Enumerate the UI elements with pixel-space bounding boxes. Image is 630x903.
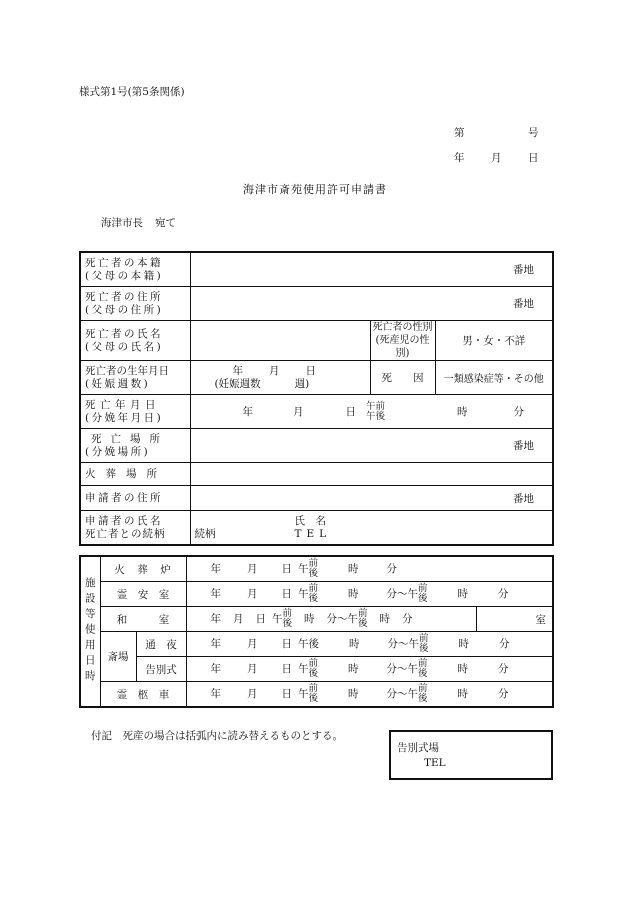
label-tsuya: 通 夜 (136, 632, 186, 657)
tel-label: TEL (294, 527, 332, 540)
row-name (80, 321, 553, 361)
label-sex: 死亡者の性別 (死産児の性別) (370, 321, 435, 361)
field-reikyusha[interactable]: 年 月 日 午 前 後 時 分〜午 前 後 時 分 (186, 682, 553, 708)
label-reikyusha: 霊 柩 車 (100, 682, 186, 708)
label-death-place: 死亡場所 (分娩場所) (80, 429, 190, 463)
form-title: 海津市斎苑使用許可申請書 (243, 183, 387, 196)
label-applicant-address: 申請者の住所 (80, 486, 190, 511)
shimei-label: 氏 名 (294, 514, 326, 527)
field-kokubetsushiki[interactable]: 年 月 日 午 前 後 時 分〜午 前 後 時 分 (186, 657, 553, 682)
ceremony-hall-tel: TEL (424, 757, 446, 769)
addressee (101, 215, 176, 230)
addressee-name: 海津市長 (101, 217, 143, 229)
row-tsuya (80, 632, 553, 657)
addressee-ate: 宛て (155, 217, 176, 229)
field-washitsu-room[interactable]: 室 (476, 607, 553, 632)
label-death-date: 死亡年月日 (分娩年月日) (80, 395, 190, 429)
label-saijo: 斎場 (100, 632, 136, 682)
zokugara-label: 続柄 (194, 527, 216, 540)
label-facility-use: 施設等使用日時 (80, 556, 100, 707)
date-month: 月 (491, 152, 502, 164)
label-birth: 死亡者の生年月日 (妊娠週数) (80, 361, 190, 395)
row-applicant-name (80, 511, 553, 546)
label-cremation-place: 火葬場所 (80, 463, 190, 486)
row-reianshitsu (80, 582, 553, 607)
facility-use-table (79, 555, 554, 708)
field-name[interactable] (190, 321, 370, 361)
row-washitsu (80, 607, 553, 632)
field-washitsu[interactable]: 年 月 日 午 前 後 時 分〜午 前 後 時 分 (186, 607, 476, 632)
field-address[interactable]: 番地 (190, 287, 553, 321)
label-kokubetsushiki: 告別式 (136, 657, 186, 682)
ceremony-hall-label: 告別式場 (397, 742, 439, 754)
field-kasouro[interactable]: 年 月 日 午 前 後 時 分 (186, 556, 553, 582)
row-death-date (80, 395, 553, 429)
field-cause[interactable]: 一類感染症等・その他 (435, 361, 553, 395)
field-cremation-place[interactable] (190, 463, 553, 486)
label-honseki: 死亡者の本籍 (父母の本籍) (80, 252, 190, 287)
row-death-place (80, 429, 553, 463)
field-honseki[interactable]: 番地 (190, 252, 553, 287)
row-kokubetsushiki (80, 657, 553, 682)
label-cause: 死 因 (370, 361, 435, 395)
label-address: 死亡者の住所 (父母の住所) (80, 287, 190, 321)
label-applicant-name: 申請者の氏名 死亡者との続柄 (80, 511, 190, 546)
row-applicant-address (80, 486, 553, 511)
footnote: 付記 死産の場合は括弧内に読み替えるものとする。 (91, 730, 343, 742)
field-birth[interactable]: 年 月 日 (妊娠週数 週) (190, 361, 370, 395)
label-kasouro: 火 葬 炉 (100, 556, 186, 582)
row-kasouro (80, 556, 553, 582)
label-name: 死亡者の氏名 (父母の氏名) (80, 321, 190, 361)
form-number: 様式第1号(第5条関係) (79, 86, 185, 98)
row-reikyusha (80, 682, 553, 708)
deceased-info-table (79, 251, 554, 546)
field-reianshitsu[interactable]: 年 月 日 午 前 後 時 分〜午 前 後 時 分 (186, 582, 553, 607)
row-birth (80, 361, 553, 395)
row-cremation-place (80, 463, 553, 486)
field-death-date[interactable]: 年 月 日 午前 午後 時 分 (190, 395, 553, 429)
number-go: 号 (528, 127, 539, 139)
date-day: 日 (528, 152, 539, 164)
row-honseki (80, 252, 553, 287)
field-death-place[interactable]: 番地 (190, 429, 553, 463)
label-washitsu: 和 室 (100, 607, 186, 632)
field-sex[interactable]: 男・女・不詳 (435, 321, 553, 361)
row-address (80, 287, 553, 321)
field-applicant-name[interactable] (190, 511, 553, 546)
number-dai: 第 (454, 127, 465, 139)
field-tsuya[interactable]: 年 月 日 午後 時 分〜午 前 後 時 分 (186, 632, 553, 657)
field-applicant-address[interactable]: 番地 (190, 486, 553, 511)
date-year: 年 (454, 152, 465, 164)
ceremony-hall-box[interactable] (389, 730, 553, 780)
label-reianshitsu: 霊 安 室 (100, 582, 186, 607)
